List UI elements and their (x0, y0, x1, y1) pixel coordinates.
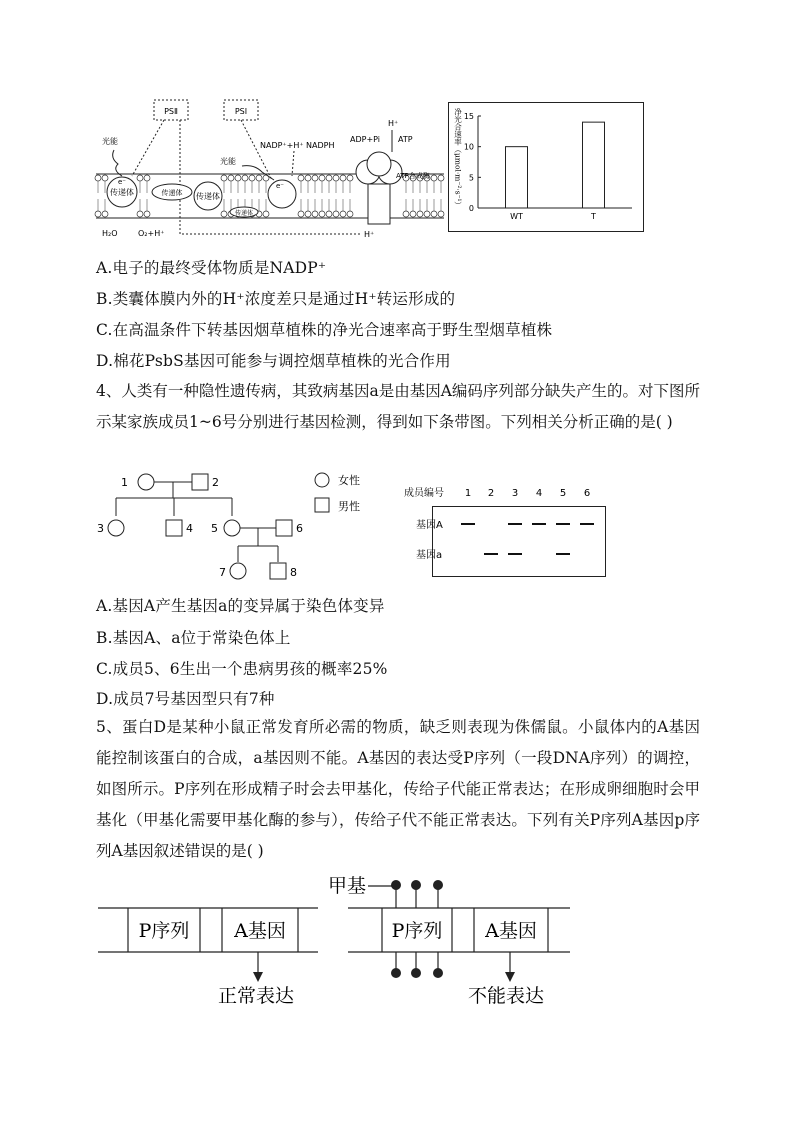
nadph-label: NADPH (306, 141, 335, 150)
methyl-group-top-2 (411, 880, 421, 908)
gel-member-number: 3 (511, 488, 519, 499)
net-photosynthesis-bar-chart (448, 102, 644, 232)
h-bottom-label: H⁺ (364, 230, 375, 239)
gel-member-number: 4 (535, 488, 543, 499)
chart-bar-wt (506, 147, 528, 208)
electron-label-1: e⁻ (117, 178, 127, 186)
q4-stem: 4、人类有一种隐性遗传病，其致病基因a是由基因A编码序列部分缺失产生的。对下图所示某家族成员1~6号分别进行基因检测，得到如下条带图。下列相关分析正确的是( ) (96, 382, 700, 431)
carrier-oval-label: 传递体 (161, 189, 183, 197)
gel-member-number: 5 (559, 488, 567, 499)
chart-y-tick-label: 5 (468, 173, 474, 183)
chart-bar-t (583, 122, 605, 208)
q4-option-d: D.成员7号基因型只有7种 (96, 690, 275, 708)
gene-band-gel (402, 482, 608, 578)
light-left-label: 光能 (102, 137, 118, 146)
pedigree-legend (312, 470, 388, 520)
psii-label: PSⅡ (164, 107, 178, 116)
q4-option-b: B.基因A、a位于常染色体上 (96, 629, 291, 647)
h-top-label: H⁺ (388, 119, 399, 128)
gel-member-number: 1 (464, 488, 472, 499)
q3-option-a: A.电子的最终受体物质是NADP⁺ (96, 259, 327, 277)
oxygen-label: O₂+H⁺ (138, 229, 165, 238)
chart-y-tick-label: 15 (463, 112, 474, 121)
a-gene-right: A基因 (485, 920, 537, 942)
chart-y-tick-label: 0 (468, 204, 474, 213)
electron-label-2: e⁻ (276, 182, 285, 190)
chart-y-tick-label: 10 (463, 142, 474, 152)
chart-x-tick-label: T (591, 212, 596, 221)
q4-option-c: C.成员5、6生出一个患病男孩的概率25% (96, 660, 388, 678)
adp-label: ADP+Pi (350, 135, 381, 144)
p-seq-right: P序列 (391, 920, 443, 942)
pedigree-diagram (92, 466, 304, 586)
gel-row-a-upper: 基因A (416, 520, 443, 531)
pedigree-label-3: 3 (97, 522, 104, 535)
q3-option-b: B.类囊体膜内外的H⁺浓度差只是通过H⁺转运形成的 (96, 290, 456, 308)
methyl-group-bottom-2 (411, 952, 421, 978)
nadp-label: NADP⁺+H⁺ (260, 141, 304, 150)
carrier-mid-label: 传递体 (196, 192, 220, 201)
methyl-group-top-1 (391, 880, 401, 908)
atp-synthase-label: ATP合成酶 (396, 172, 430, 180)
gel-member-number: 6 (583, 488, 591, 499)
legend-female: 女性 (338, 474, 360, 487)
legend-male: 男性 (338, 500, 360, 513)
normal-expression-label: 正常表达 (217, 985, 295, 1007)
male-symbol (315, 498, 329, 512)
methyl-label: 甲基 (328, 875, 367, 897)
chart-ylabel: 净光合速率（μmol·m⁻²·s⁻¹） (453, 108, 463, 210)
light-right-label: 光能 (220, 157, 236, 166)
carrier-small-label: 传递体 (234, 210, 254, 217)
gel-member-number: 2 (487, 488, 495, 499)
pedigree-label-8: 8 (290, 566, 297, 579)
q3-option-c: C.在高温条件下转基因烟草植株的净光合速率高于野生型烟草植株 (96, 321, 553, 339)
pedigree-label-7: 7 (219, 566, 226, 579)
pedigree-label-4: 4 (186, 522, 193, 535)
q3-option-d: D.棉花PsbS基因可能参与调控烟草植株的光合作用 (96, 352, 451, 370)
a-gene-left: A基因 (234, 920, 286, 942)
gel-header: 成员编号 (404, 488, 444, 499)
chart-x-tick-label: WT (510, 212, 523, 221)
methyl-group-bottom-1 (391, 952, 401, 978)
carrier-left-label: 传递体 (110, 188, 134, 197)
methyl-group-bottom-3 (433, 952, 443, 978)
q5-stem: 5、蛋白D是某种小鼠正常发育所必需的物质，缺乏则表现为侏儒鼠。小鼠体内的A基因能控制该蛋白的合成，a基因则不能。A基因的表达受P序列（一段DNA序列）的调控，如图所示。P序列在形成精子时会去甲基化，传给子代能正常表达；在形成卵细胞时会甲基化（甲基化需要甲基化酶的参与），传给子代不能正常表达。下列有关P序列A基因p序列A基因叙述错误的是( ) (96, 718, 700, 860)
q4-option-a: A.基因A产生基因a的变异属于染色体变异 (96, 597, 385, 615)
p-seq-left: P序列 (138, 920, 190, 942)
atp-label: ATP (398, 135, 413, 144)
female-symbol (315, 473, 329, 487)
psi-label: PSⅠ (234, 107, 248, 116)
pedigree-label-5: 5 (211, 522, 218, 535)
methyl-group-top-3 (433, 880, 443, 908)
pedigree-label-1: 1 (121, 476, 128, 489)
water-label: H₂O (102, 229, 118, 238)
photosynthesis-diagram (92, 96, 448, 248)
no-expression-label: 不能表达 (467, 985, 545, 1007)
methylation-diagram (92, 866, 578, 1014)
pedigree-label-2: 2 (212, 476, 219, 489)
gel-row-a-lower: 基因a (416, 550, 443, 561)
pedigree-label-6: 6 (296, 522, 303, 535)
